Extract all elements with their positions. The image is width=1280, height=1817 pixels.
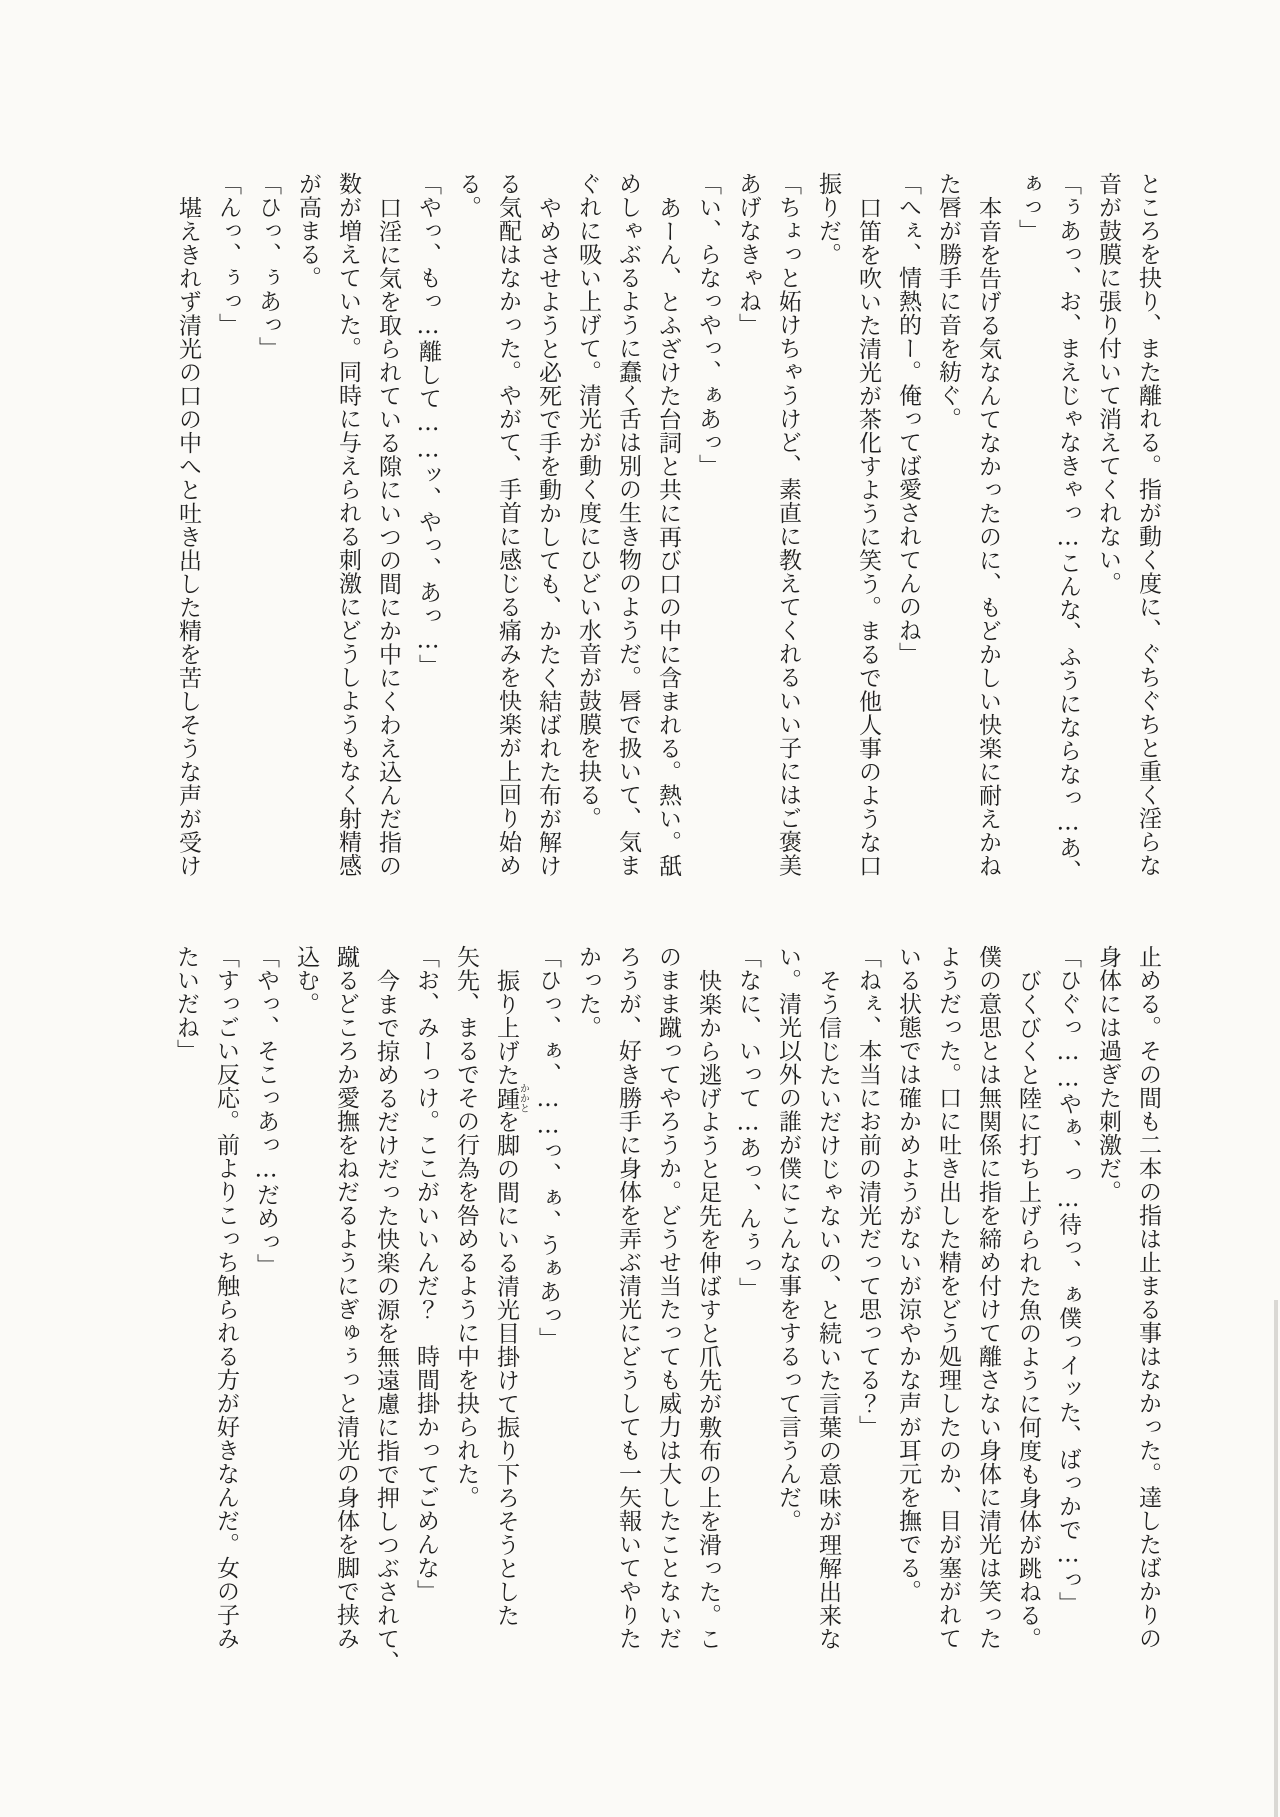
- text-column: ろうが、好き勝手に身体を弄ぶ清光にどうしても一矢報いてやりた: [615, 945, 641, 1650]
- text-column: 数が増えていた。同時に与えられる刺激にどうしようもなく射精感: [335, 172, 361, 877]
- text-column: めしゃぶるように蠢く舌は別の生き物のようだ。唇で扱いて、気ま: [615, 172, 641, 877]
- text-column: 僕の意思とは無関係に指を締め付けて離さない身体に清光は笑った: [975, 945, 1001, 1650]
- text-column: 「ひっ、ぁ、……っ、ぁ、うぁあっ」: [535, 945, 561, 1351]
- text-column: 快楽から逃げようと足先を伸ばすと爪先が敷布の上を滑った。こ: [695, 969, 721, 1651]
- text-column: のまま蹴ってやろうか。どうせ当たっても威力は大したことないだ: [655, 945, 681, 1650]
- text-column: 「なに、いって…あっ、んぅっ」: [735, 945, 761, 1301]
- text-column: が高まる。: [295, 172, 321, 290]
- text-column: 止める。その間も二本の指は止まる事はなかった。達したばかりの: [1135, 945, 1161, 1650]
- text-column: 身体には過ぎた刺激だ。: [1095, 945, 1121, 1204]
- text-column: ところを抉り、また離れる。指が動く度に、ぐちぐちと重く淫らな: [1135, 172, 1161, 877]
- text-column: 矢先、まるでその行為を咎めるように中を抉られた。: [453, 945, 479, 1509]
- text-column: 「ねぇ、本当にお前の清光だって思ってる？」: [855, 945, 881, 1439]
- text-column: 「やっ、そこっあっ…だめっ」: [253, 945, 279, 1277]
- text-column: 込む。: [293, 945, 319, 1016]
- text-column: る。: [455, 172, 481, 219]
- text-column: 音が鼓膜に張り付いて消えてくれない。: [1095, 172, 1121, 595]
- text-column: 「ぅあっ、お、まえじゃなきゃっ…こんな、ふうにならなっ…あ、: [1055, 172, 1081, 883]
- text-column: 「ちょっと妬けちゃうけど、素直に教えてくれるいい子にはご褒美: [775, 172, 801, 877]
- text-column: 「ひっ、ぅあっ」: [255, 172, 281, 360]
- text-column: そう信じたいだけじゃないの、と続いた言葉の意味が理解出来な: [815, 969, 841, 1651]
- text-column: 振り上げた踵かかとを脚の間にいる清光目掛けて振り下ろそうとした: [493, 969, 529, 1627]
- upper-text-band: [162, 172, 1168, 917]
- text-column: 「んっ、ぅっ」: [215, 172, 241, 337]
- lower-text-band: [162, 945, 1168, 1690]
- text-column: 蹴るどころか愛撫をねだるようにぎゅぅっと清光の身体を脚で挟み: [333, 945, 359, 1650]
- text-column: かった。: [575, 945, 601, 1039]
- text-column: い。清光以外の誰が僕にこんな事をするって言うんだ。: [775, 945, 801, 1533]
- text-column: ぐれに吸い上げて。清光が動く度にひどい水音が鼓膜を抉る。: [575, 172, 601, 830]
- text-column: 今まで掠めるだけだった快楽の源を無遠慮に指で押しつぶされて、: [373, 969, 399, 1674]
- text-column: あーん、とふざけた台詞と共に再び口の中に含まれる。熱い。舐: [655, 196, 681, 878]
- text-column: ぁっ」: [1015, 172, 1041, 243]
- text-column: 口淫に気を取られている隙にいつの間にか中にくわえ込んだ指の: [375, 196, 401, 878]
- text-column: 堪えきれず清光の口の中へと吐き出した精を苦しそうな声が受け: [175, 196, 201, 878]
- text-column: ようだった。口に吐き出した精をどう処理したのか、目が塞がれて: [935, 945, 961, 1650]
- scan-edge-shadow: [1274, 1300, 1278, 1817]
- text-column: 「お、みーっけ。ここがいいんだ？ 時間掛かってごめんな」: [413, 945, 439, 1603]
- text-column: た唇が勝手に音を紡ぐ。: [935, 172, 961, 431]
- text-column: 「ひぐっ……やぁ、っ…待っ、ぁ僕っイッた、ばっかで…っ」: [1055, 945, 1081, 1615]
- text-column: たいだね」: [173, 945, 199, 1063]
- text-column: びくびくと陸に打ち上げられた魚のように何度も身体が跳ねる。: [1015, 969, 1041, 1651]
- text-column: やめさせようと必死で手を動かしても、かたく結ばれた布が解け: [535, 196, 561, 878]
- text-column: 振りだ。: [815, 172, 841, 266]
- text-column: 「すっごい反応。前よりこっち触られる方が好きなんだ。女の子み: [213, 945, 239, 1650]
- text-column: あげなきゃね」: [735, 172, 761, 337]
- text-column: 「い、らなっやっ、ぁあっ」: [695, 172, 721, 478]
- text-column: いる状態では確かめようがないが涼やかな声が耳元を撫でる。: [895, 945, 921, 1603]
- text-column: 口笛を吹いた清光が茶化すように笑う。まるで他人事のような口: [855, 196, 881, 878]
- text-column: 本音を告げる気なんてなかったのに、もどかしい快楽に耐えかね: [975, 196, 1001, 878]
- text-column: 「やっ、もっ…離して……ッ、やっ、あっ…」: [415, 172, 441, 678]
- text-column: る気配はなかった。やがて、手首に感じる痛みを快楽が上回り始め: [495, 172, 521, 877]
- text-column: 「へぇ、情熱的ー。俺ってば愛されてんのね」: [895, 172, 921, 666]
